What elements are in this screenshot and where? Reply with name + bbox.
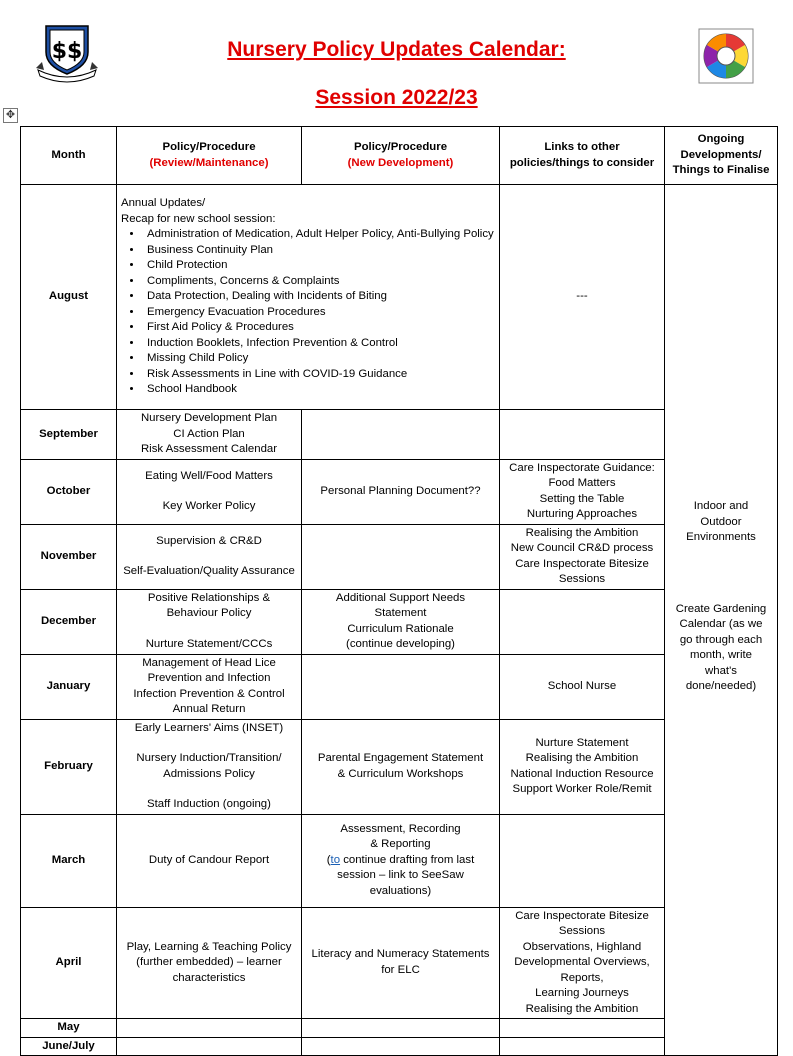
table-row-october [21,459,778,524]
cell-text: Observations, Highland [522,940,642,953]
cell-text: Positive Relationships & [147,591,271,604]
cell-text: Eating Well/Food Matters [145,469,273,482]
cell-text: Self-Evaluation/Quality Assurance [123,565,295,577]
may-new-cell [302,1019,500,1038]
cell-text: Support Worker Role/Remit [512,783,652,795]
cell-text: Realising the Ambition [525,526,639,539]
cell-text: Realising the Ambition [525,1002,639,1015]
list-item: • First Aid Policy & Procedures [143,320,495,336]
ongoing-text: month, write [689,649,753,661]
header-ongoing: Ongoing Developments/ Things to Finalise [665,127,778,185]
cell-text: Developmental Overviews, [514,956,650,968]
junejuly-new-cell [302,1037,500,1056]
cell-text: Literacy and Numeracy Statements [311,948,490,961]
header-month: Month [21,127,117,185]
may-review-cell [117,1019,302,1038]
cell-text: Management of Head Lice [142,656,276,669]
cell-text: Food Matters [548,477,616,489]
table-row-may [21,1019,778,1038]
ongoing-text: done/needed) [685,680,757,692]
may-links-cell [500,1019,665,1038]
march-review-cell: Duty of Candour Report [117,814,302,907]
march-links-cell [500,814,665,907]
april-review-cell [117,907,302,1019]
cell-text: New Council CR&D process [510,542,654,554]
cell-text: for ELC [381,963,420,976]
wellbeing-wheel-logo [698,28,754,84]
september-review-cell [117,410,302,460]
cell-text: & Reporting [370,838,431,851]
policy-calendar-table [20,126,778,1056]
cell-text: Staff Induction (ongoing) [147,798,271,810]
ongoing-text: Outdoor [700,515,742,528]
cell-text: Setting the Table [539,492,625,505]
february-new-cell [302,719,500,814]
month-december: December [21,589,117,654]
cell-text: Care Inspectorate Bitesize [515,909,649,922]
october-links-cell [500,459,665,524]
month-may: May [21,1019,117,1038]
august-policy-list [121,227,495,398]
cell-text: Care Inspectorate Guidance: [509,461,655,474]
month-april: April [21,907,117,1019]
table-row-november [21,524,778,589]
svg-text:$$: $$ [51,39,83,64]
month-august: August [21,185,117,410]
cell-text: Key Worker Policy [162,500,256,512]
month-january: January [21,654,117,719]
list-item: • School Handbook [143,382,495,398]
august-review-cell [117,185,500,410]
ongoing-text: Calendar (as we [679,618,763,630]
document-session-title: Session 2022/23 [315,86,478,109]
table-row-august [21,185,778,410]
ongoing-text: what's [705,664,737,677]
header-links: Links to other policies/things to consider [500,127,665,185]
header-new [302,127,500,185]
cell-text [306,853,495,869]
table-row-march [21,814,778,907]
cell-text: Assessment, Recording [340,822,461,835]
list-item: • Missing Child Policy [143,351,495,367]
april-links-cell [500,907,665,1019]
cell-text: Prevention and Infection [147,672,271,684]
february-review-cell [117,719,302,814]
december-links-cell [500,589,665,654]
header-review-label: Policy/Procedure [162,141,256,153]
cell-text: Care Inspectorate Bitesize Sessions [515,557,649,585]
cell-text: Infection Prevention & Control [133,687,285,700]
november-links-cell [500,524,665,589]
cell-text: Parental Engagement Statement [317,752,484,764]
list-item: • Induction Booklets, Infection Prevention & Control [143,336,495,352]
spelling-marked-word: to [330,853,341,866]
january-new-cell [302,654,500,719]
junejuly-review-cell [117,1037,302,1056]
cell-text: Admissions Policy [163,767,255,780]
september-links-cell [500,410,665,460]
september-new-cell [302,410,500,460]
header-row [21,127,778,185]
cell-text: Nurturing Approaches [526,508,638,520]
header-review-sub: (Review/Maintenance) [149,156,269,169]
list-item: • Compliments, Concerns & Complaints [143,274,495,290]
cell-text: Nursery Development Plan [140,412,278,424]
header-new-sub: (New Development) [347,156,454,169]
list-item: • Child Protection [143,258,495,274]
cell-text: Statement [374,607,427,619]
august-intro-2: Recap for new school session: [121,212,276,225]
cell-text: session – link to SeeSaw [337,869,464,882]
list-item: • Data Protection, Dealing with Incidents of Biting [143,289,495,305]
ongoing-text: go through each [679,633,763,646]
january-links-cell: School Nurse [500,654,665,719]
cell-text: CI Action Plan [173,427,245,440]
cell-text: Nursery Induction/Transition/ [136,752,282,764]
header-new-label: Policy/Procedure [353,141,448,153]
list-item: • Emergency Evacuation Procedures [143,305,495,321]
cell-text: Annual Return [172,703,246,715]
november-new-cell [302,524,500,589]
cell-text: Nurture Statement [535,736,629,749]
list-item: • Risk Assessments in Line with COVID-19 Guidance [143,367,495,383]
cell-text: characteristics [172,971,246,984]
august-intro-1: Annual Updates/ [121,197,206,210]
december-new-cell [302,589,500,654]
list-item: • Administration of Medication, Adult Helper Policy, Anti-Bullying Policy [143,227,495,243]
cell-text: & Curriculum Workshops [337,767,464,780]
cell-text: Supervision & CR&D [156,534,262,547]
table-row-september [21,410,778,460]
cell-text: (further embedded) – learner [136,956,282,968]
cell-text: Risk Assessment Calendar [140,443,278,455]
cell-text: (continue developing) [346,638,455,650]
month-november: November [21,524,117,589]
header-review [117,127,302,185]
cell-text: Early Learners' Aims (INSET) [134,721,284,734]
cell-text: Additional Support Needs [335,591,466,604]
october-new-cell: Personal Planning Document?? [302,459,500,524]
table-row-april [21,907,778,1019]
cell-text: evaluations) [369,884,432,897]
cell-text: Play, Learning & Teaching Policy [126,940,292,953]
month-junejuly: June/July [21,1037,117,1056]
december-review-cell [117,589,302,654]
october-review-cell [117,459,302,524]
cell-text: ( [326,853,331,866]
august-links-cell: --- [500,185,665,410]
november-review-cell [117,524,302,589]
ongoing-text: Environments [686,531,756,543]
table-move-handle-icon[interactable]: ✥ [3,108,18,123]
junejuly-links-cell [500,1037,665,1056]
table-row-junejuly [21,1037,778,1056]
cell-text: Learning Journeys [535,987,629,999]
march-new-cell [302,814,500,907]
table-row-january [21,654,778,719]
list-item: • Business Continuity Plan [143,243,495,259]
cell-text: Sessions [558,925,606,937]
cell-text: Reports, [560,971,604,984]
january-review-cell [117,654,302,719]
cell-text: Realising the Ambition [525,752,639,764]
month-march: March [21,814,117,907]
document-title: Nursery Policy Updates Calendar: [227,38,566,61]
month-february: February [21,719,117,814]
ongoing-developments-cell [665,185,778,1056]
cell-text: Behaviour Policy [166,607,252,620]
table-row-february [21,719,778,814]
month-october: October [21,459,117,524]
month-september: September [21,410,117,460]
cell-text: National Induction Resource [510,767,654,780]
ongoing-text: Create Gardening [675,602,767,615]
february-links-cell [500,719,665,814]
april-new-cell [302,907,500,1019]
cell-text: Nurture Statement/CCCs [145,637,273,650]
table-row-december [21,589,778,654]
cell-text: Curriculum Rationale [347,622,454,635]
ongoing-text: Indoor and [693,500,749,512]
cell-text: continue drafting from last [340,853,475,866]
